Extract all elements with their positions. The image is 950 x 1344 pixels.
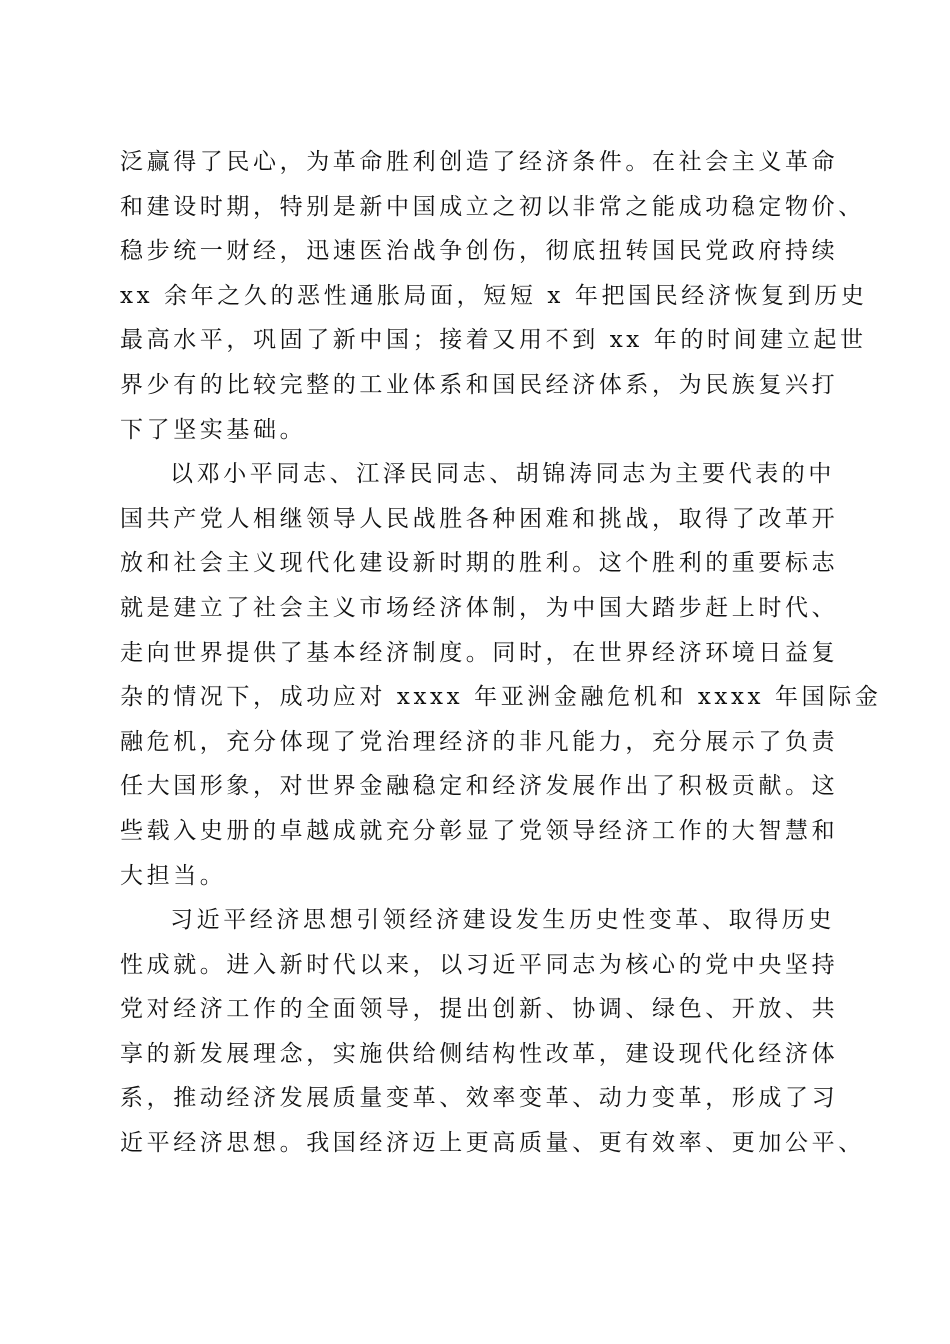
paragraph-line: 杂的情况下，成功应对 xxxx 年亚洲金融危机和 xxxx 年国际金 bbox=[120, 684, 882, 711]
paragraph-line: 放和社会主义现代化建设新时期的胜利。这个胜利的重要标志 bbox=[120, 550, 839, 577]
paragraph-line: 性成就。进入新时代以来，以习近平同志为核心的党中央坚持 bbox=[120, 951, 839, 978]
paragraph-line: 国共产党人相继领导人民战胜各种困难和挑战，取得了改革开 bbox=[120, 505, 839, 532]
paragraph-line: 和建设时期，特别是新中国成立之初以非常之能成功稳定物价、 bbox=[120, 193, 865, 220]
paragraph-line: 泛赢得了民心，为革命胜利创造了经济条件。在社会主义革命 bbox=[120, 149, 839, 175]
paragraph-line: xx 余年之久的恶性通胀局面，短短 x 年把国民经济恢复到历史 bbox=[120, 282, 868, 309]
paragraph-line: 融危机，充分体现了党治理经济的非凡能力，充分展示了负责 bbox=[120, 728, 839, 755]
paragraph-2 bbox=[120, 452, 882, 898]
paragraph-line: 界少有的比较完整的工业体系和国民经济体系，为民族复兴打 bbox=[120, 371, 839, 398]
paragraph-line: 任大国形象，对世界金融稳定和经济发展作出了积极贡献。这 bbox=[120, 773, 839, 800]
paragraph-line: 近平经济思想。我国经济迈上更高质量、更有效率、更加公平、 bbox=[120, 1130, 865, 1157]
paragraph-line: 享的新发展理念，实施供给侧结构性改革，建设现代化经济体 bbox=[120, 1040, 839, 1067]
paragraph-line: 下了坚实基础。 bbox=[120, 416, 307, 443]
paragraph-first-line: 习近平经济思想引领经济建设发生历史性变革、取得历史 bbox=[170, 907, 835, 934]
paragraph-line: 系，推动经济发展质量变革、效率变革、动力变革，形成了习 bbox=[120, 1085, 839, 1112]
paragraph-line: 最高水平，巩固了新中国；接着又用不到 xx 年的时间建立起世 bbox=[120, 327, 867, 354]
paragraph-line: 大担当。 bbox=[120, 862, 227, 889]
paragraph-line: 就是建立了社会主义市场经济体制，为中国大踏步赶上时代、 bbox=[120, 594, 839, 621]
paragraph-line: 党对经济工作的全面领导，提出创新、协调、绿色、开放、共 bbox=[120, 996, 839, 1023]
paragraph-first-line: 以邓小平同志、江泽民同志、胡锦涛同志为主要代表的中 bbox=[170, 461, 835, 488]
document-body bbox=[120, 140, 882, 1166]
paragraph-3 bbox=[120, 898, 865, 1166]
paragraph-line: 走向世界提供了基本经济制度。同时，在世界经济环境日益复 bbox=[120, 639, 839, 666]
paragraph-line: 稳步统一财经，迅速医治战争创伤，彻底扭转国民党政府持续 bbox=[120, 238, 839, 265]
paragraph-line: 些载入史册的卓越成就充分彰显了党领导经济工作的大智慧和 bbox=[120, 817, 839, 844]
paragraph-1 bbox=[120, 140, 868, 452]
